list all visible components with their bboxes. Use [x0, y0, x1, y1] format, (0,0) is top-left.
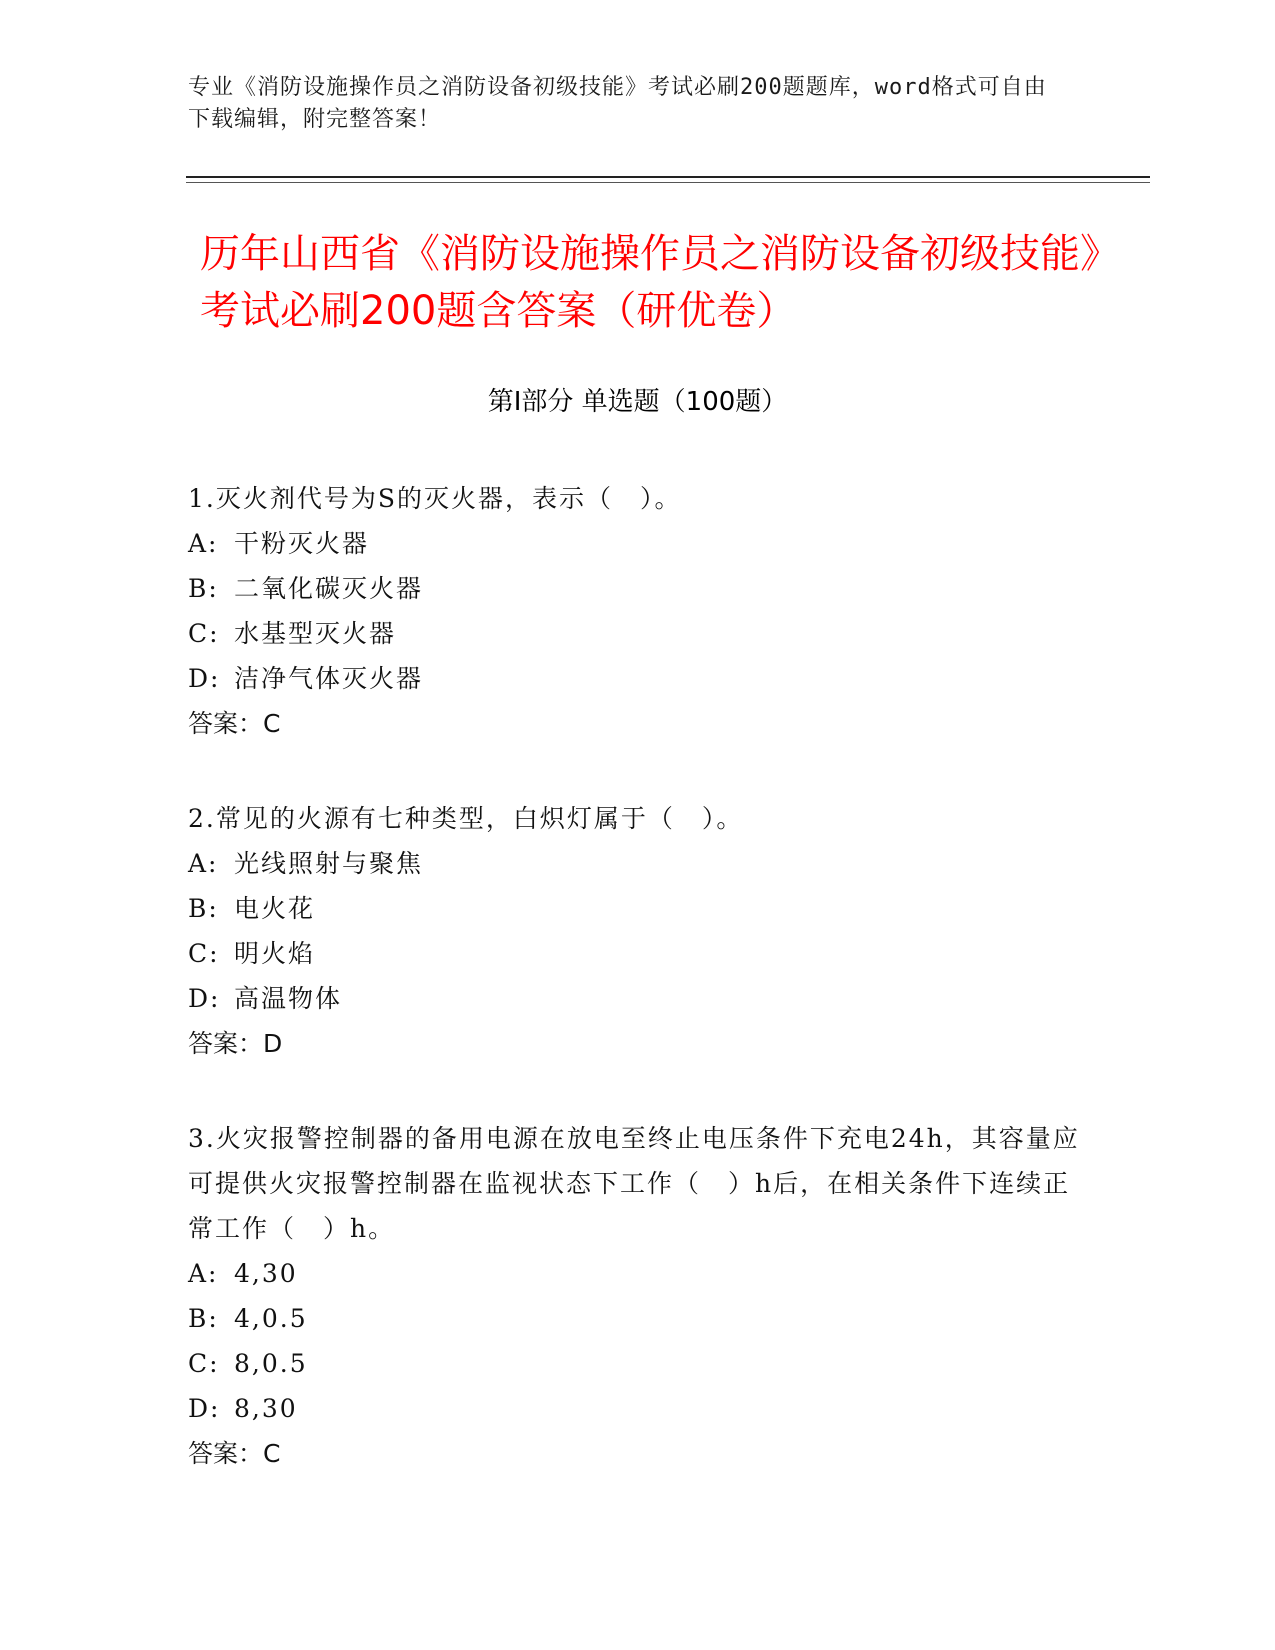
option-key: D:: [188, 984, 221, 1013]
option-b: [188, 566, 1088, 611]
option-text: 光线照射与聚焦: [234, 849, 424, 878]
option-key: A:: [188, 529, 219, 558]
question-1: [188, 476, 1088, 746]
option-b: [188, 1296, 1088, 1341]
option-text: 8,0.5: [234, 1349, 308, 1378]
answer: 答案：C: [188, 709, 281, 738]
answer: 答案：D: [188, 1029, 283, 1058]
option-key: D:: [188, 664, 221, 693]
option-key: C:: [188, 619, 220, 648]
option-key: B:: [188, 1304, 219, 1333]
option-key: B:: [188, 894, 219, 923]
option-text: 干粉灭火器: [234, 529, 370, 558]
option-c: [188, 611, 1088, 656]
option-key: C:: [188, 939, 220, 968]
option-b: [188, 886, 1088, 931]
option-a: [188, 841, 1088, 886]
document-title: 历年山西省《消防设施操作员之消防设备初级技能》考试必刷200题含答案（研优卷）: [200, 231, 1100, 334]
option-text: 电火花: [234, 894, 316, 923]
option-text: 8,30: [234, 1394, 298, 1423]
question-list: [188, 476, 1088, 1526]
question-stem: 1.灭火剂代号为S的灭火器，表示（ ）。: [188, 484, 682, 513]
question-stem: 2.常见的火源有七种类型，白炽灯属于（ ）。: [188, 804, 744, 833]
question-2: [188, 796, 1088, 1066]
answer: 答案：C: [188, 1439, 281, 1468]
option-text: 4,30: [234, 1259, 298, 1288]
option-key: C:: [188, 1349, 220, 1378]
option-text: 明火焰: [234, 939, 316, 968]
option-text: 洁净气体灭火器: [234, 664, 424, 693]
option-key: D:: [188, 1394, 221, 1423]
option-text: 水基型灭火器: [234, 619, 397, 648]
option-d: [188, 656, 1088, 701]
option-d: [188, 1386, 1088, 1431]
header-divider-thin: [186, 182, 1150, 183]
option-key: A:: [188, 849, 219, 878]
option-a: [188, 1251, 1088, 1296]
header-note: 专业《消防设施操作员之消防设备初级技能》考试必刷200题题库，word格式可自由下载编辑，附完整答案！: [188, 75, 1047, 132]
section-title: 第Ⅰ部分 单选题（100题）: [487, 387, 788, 417]
option-d: [188, 976, 1088, 1021]
option-key: B:: [188, 574, 219, 603]
header-divider-thick: [186, 176, 1150, 178]
option-text: 二氧化碳灭火器: [234, 574, 424, 603]
option-c: [188, 1341, 1088, 1386]
option-a: [188, 521, 1088, 566]
question-stem: 3.火灾报警控制器的备用电源在放电至终止电压条件下充电24h，其容量应可提供火灾报警控制器在监视状态下工作（ ）h后，在相关条件下连续正常工作（ ）h。: [188, 1124, 1080, 1243]
option-key: A:: [188, 1259, 219, 1288]
question-3: [188, 1116, 1088, 1476]
option-text: 4,0.5: [234, 1304, 308, 1333]
option-text: 高温物体: [234, 984, 343, 1013]
option-c: [188, 931, 1088, 976]
